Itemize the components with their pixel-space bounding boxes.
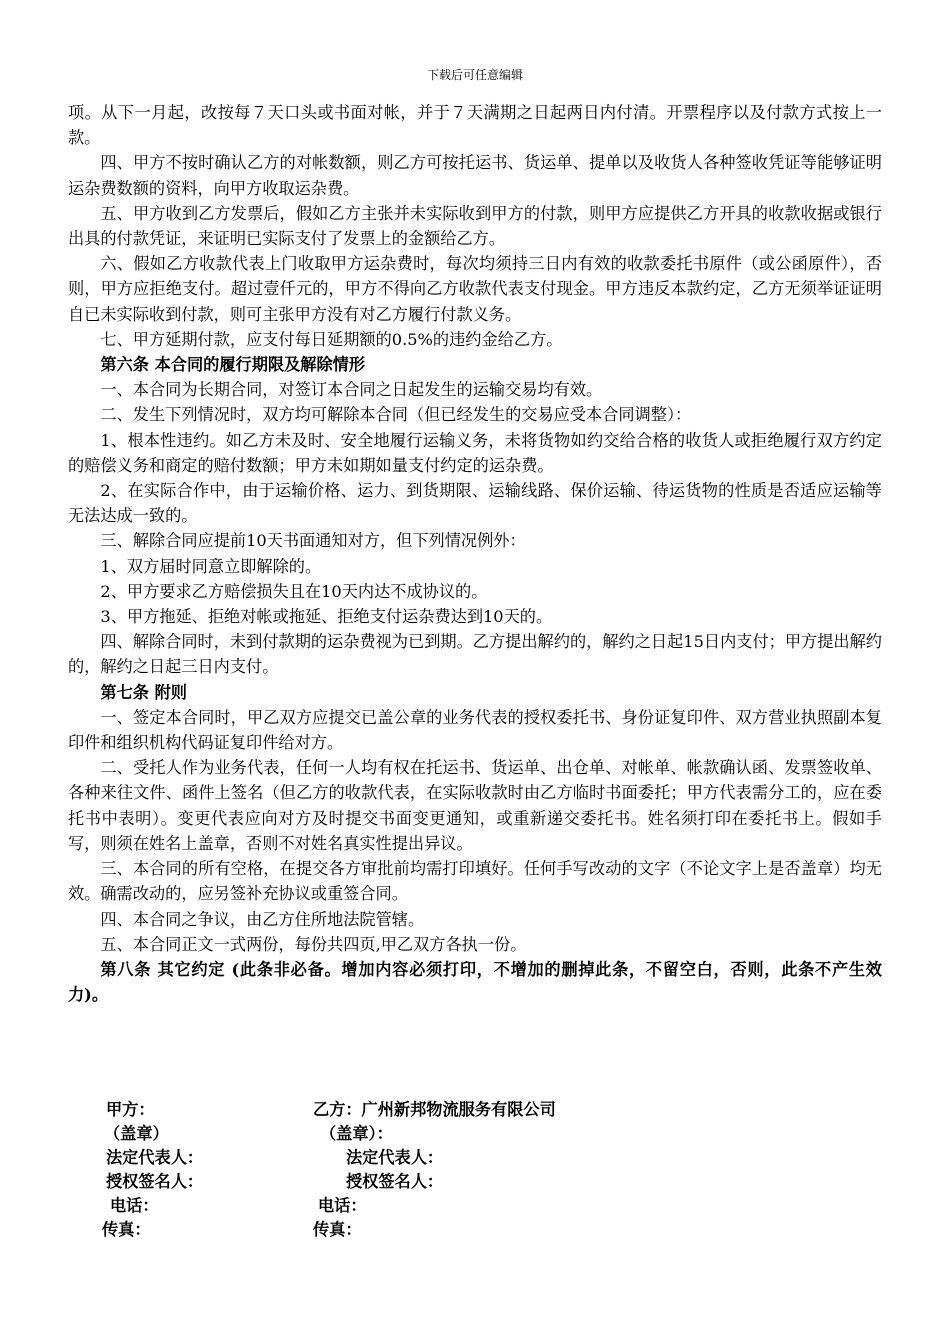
paragraph: 三、本合同的所有空格，在提交各方审批前均需打印填好。任何手写改动的文字（不论文字上是否盖章）均无效。确需改动的，应另签补充协议或重签合同。 — [68, 859, 882, 904]
party-b-fax: 传真： — [313, 1220, 362, 1239]
party-a-seal: （盖章） — [104, 1124, 169, 1143]
paragraph: 2、甲方要求乙方赔偿损失且在10天内达不成协议的。 — [100, 581, 488, 601]
signature-block — [0, 1098, 950, 1248]
paragraph: 三、解除合同应提前10天书面通知对方，但下列情况例外： — [100, 531, 526, 551]
paragraph: 二、受托人作为业务代表，任何一人均有权在托运书、货运单、出仓单、对帐单、帐款确认函、发票签收单、各种来往文件、函件上签名（但乙方的收款代表，在实际收款时由乙方临时书面委托；甲方代表需分工的，应在委托书中表明）。变更代表应向对方及时提交书面变更通知，或重新递交委托书。姓名须打印在委托书上。假如手写，则须在姓名上盖章，否则不对姓名真实性提出异议。 — [68, 758, 882, 853]
paragraph: 1、双方届时同意立即解除的。 — [100, 556, 322, 576]
paragraph: 七、甲方延期付款，应支付每日延期额的0.5%的违约金给乙方。 — [100, 329, 563, 349]
paragraph: 3、甲方拖延、拒绝对帐或拖延、拒绝支付运杂费达到10天的。 — [100, 607, 553, 627]
party-a-authorized-signer: 授权签名人： — [106, 1172, 204, 1191]
party-b-phone: 电话： — [318, 1196, 367, 1215]
section-heading: 第八条 其它约定 (此条非必备。增加内容必须打印，不增加的删掉此条，不留空白，否则，此条不产生效力)。 — [68, 959, 882, 1005]
paragraph: 四、本合同之争议，由乙方住所地法院管辖。 — [100, 909, 425, 929]
paragraph: 二、发生下列情况时，双方均可解除本合同（但已经发生的交易应受本合同调整）： — [100, 405, 692, 425]
paragraph: 2、在实际合作中，由于运输价格、运力、到货期限、运输线路、保价运输、待运货物的性质是否适应运输等无法达成一致的。 — [68, 481, 882, 526]
paragraph: 一、本合同为长期合同，对签订本合同之日起发生的运输交易均有效。 — [100, 380, 603, 400]
paragraph: 四、甲方不按时确认乙方的对帐数额，则乙方可按托运书、货运单、提单以及收货人各种签收凭证等能够证明运杂费数额的资料，向甲方收取运杂费。 — [68, 153, 882, 198]
paragraph: 五、甲方收到乙方发票后，假如乙方主张并未实际收到甲方的付款，则甲方应提供乙方开具的收款收据或银行出具的付款凭证，来证明已实际支付了发票上的金额给乙方。 — [68, 203, 882, 249]
paragraph: 一、签定本合同时，甲乙双方应提交已盖公章的业务代表的授权委托书、身份证复印件、双方营业执照副本复印件和组织机构代码证复印件给对方。 — [68, 707, 882, 753]
party-a-fax: 传真： — [102, 1220, 151, 1239]
party-b-seal: （盖章）： — [320, 1124, 393, 1143]
section-heading: 第七条 附则 — [100, 682, 187, 702]
party-a-label: 甲方： — [106, 1100, 155, 1119]
paragraph: 五、本合同正文一式两份，每份共四页,甲乙双方各执一份。 — [100, 934, 527, 954]
page-header: 下载后可任意编辑 — [426, 68, 523, 82]
paragraph: 项。从下一月起，改按每７天口头或书面对帐，并于７天满期之日起两日内付清。开票程序以及付款方式按上一款。 — [68, 103, 882, 148]
party-b-legal-rep: 法定代表人： — [346, 1148, 444, 1167]
party-a-phone: 电话： — [110, 1196, 159, 1215]
paragraph: 1、根本性违约。如乙方未及时、安全地履行运输义务，未将货物如约交给合格的收货人或拒绝履行双方约定的赔偿义务和商定的赔付数额；甲方未如期如量支付约定的运杂费。 — [68, 430, 882, 475]
paragraph: 六、假如乙方收款代表上门收取甲方运杂费时，每次均须持三日内有效的收款委托书原件（或公函原件），否则，甲方应拒绝支付。超过壹仟元的，甲方不得向乙方收款代表支付现金。甲方违反本款约定，乙方无须举证证明自已未实际收到付款，则可主张甲方没有对乙方履行付款义务。 — [68, 254, 882, 324]
party-b-authorized-signer: 授权签名人： — [346, 1172, 444, 1191]
section-heading: 第六条 本合同的履行期限及解除情形 — [100, 355, 366, 375]
party-b-label: 乙方：广州新邦物流服务有限公司 — [313, 1100, 556, 1119]
paragraph: 四、解除合同时，未到付款期的运杂费视为已到期。乙方提出解约的，解约之日起15日内支付；甲方提出解约的，解约之日起三日内支付。 — [68, 632, 882, 677]
contract-body — [68, 100, 882, 1007]
party-a-legal-rep: 法定代表人： — [106, 1148, 204, 1167]
